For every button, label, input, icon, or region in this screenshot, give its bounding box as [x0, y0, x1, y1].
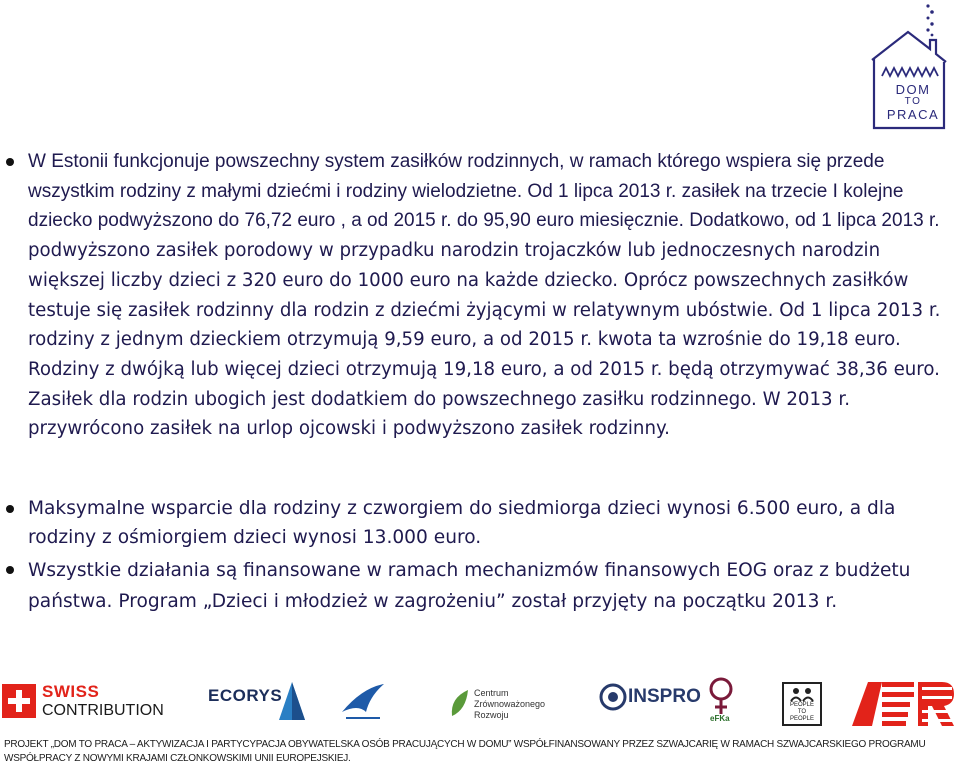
footer-line1: PROJEKT „DOM TO PRACA – AKTYWIZACJA I PARTYCYPACJA OBYWATELSKA OSÓB PRACUJĄCYCH W DOMU” WSPÓŁFINANSOWANY PRZEZ SZWAJCARIĘ W RAMACH SZWAJCARSKIEGO PROGRAMU: [4, 739, 926, 750]
logo-word-dom: DOM: [895, 82, 931, 97]
people-line1: PEOPLE: [789, 702, 814, 708]
bullet-text-part2: podwyższono zasiłek porodowy w przypadku narodzin trojaczków lub jednoczesnych narodzin większej liczby dzieci z 320 euro do 1000 euro na każde dziecko. Oprócz powszechnych zasiłków testuje się zasiłek rodzinny dla rodzin z dziećmi żyjącymi w relatywnym ubóstwie. Od 1 lipca 2013 r. rodziny z jednym dzieckiem otrzymują 9,59 euro, a od 2015 r. kwota ta wzrośnie do 19,18 euro. Rodziny z dwójką lub więcej dzieci otrzymują 19,18 euro, a od 2015 r. będą otrzymywać 38,36 euro. Zasiłek dla rodzin ubogich jest dodatkiem do powszechnego zasiłku rodzinnego. W 2013 r. przywrócono zasiłek na urlop ojcowski i podwyższono zasiłek rodzinny.: [28, 240, 941, 440]
bird-logo-icon: [340, 682, 386, 722]
inspro-circle-icon: [598, 682, 628, 712]
efka-venus-icon: [704, 676, 738, 716]
swiss-text: SWISS: [42, 682, 100, 701]
partner-logos-bar: [0, 672, 959, 734]
bullet-estonia-benefits: [28, 147, 956, 444]
logo-wordmark: [884, 83, 942, 122]
afr-logo-icon: [852, 680, 956, 728]
people-icon: [784, 686, 820, 702]
swiss-flag-icon: [2, 684, 36, 718]
logo-word-to: TO: [904, 96, 922, 108]
centrum-line1: Centrum: [474, 688, 509, 698]
bullet-max-support: [28, 494, 956, 552]
bullet-dot: [6, 566, 14, 574]
logo-word-praca: PRACA: [886, 106, 940, 122]
bullet-dot: [6, 158, 14, 166]
project-footer: [4, 738, 956, 765]
efka-logo-text: eFKa: [710, 714, 730, 723]
bullet-text: Maksymalne wsparcie dla rodziny z czworgiem do siedmiorga dzieci wynosi 6.500 euro, a dla rodziny z ośmiorgiem dzieci wynosi 13.000 euro.: [28, 498, 896, 548]
bullet-text: Wszystkie działania są finansowane w ramach mechanizmów finansowych EOG oraz z budżetu państwa. Program „Dzieci i młodzież w zagrożeniu” został przyjęty na początku 2013 r.: [28, 560, 911, 612]
bullet-text-part1: W Estonii funkcjonuje powszechny system zasiłków rodzinnych, w ramach którego wspiera się przede wszystkim rodziny z małymi dziećmi i rodziny wielodzietne. Od 1 lipca 2013 r. zasiłek na trzecie I kolejne dziecko podwyższono do 76,72 euro , a od 2015 r. do 95,90 euro miesięcznie. Dodatkowo, od 1 lipca 2013 r.: [28, 151, 940, 232]
bullet-dot: [6, 505, 14, 513]
ecorys-logo-text: ECORYS: [208, 686, 283, 705]
people-line3: PEOPLE: [789, 716, 814, 722]
people-to-people-text: [784, 702, 820, 723]
centrum-line2: Zrównoważonego: [474, 699, 546, 709]
swiss-contribution-logo: [0, 672, 170, 732]
bullet-financing: [28, 555, 956, 617]
ecorys-triangle-icon: [279, 682, 305, 724]
people-line2: TO: [797, 709, 807, 715]
inspro-logo-text: INSPRO: [628, 686, 701, 707]
centrum-line3: Rozwoju: [474, 710, 509, 720]
contribution-text: CONTRIBUTION: [42, 702, 164, 719]
footer-line2: WSPÓŁPRACY Z NOWYMI KRAJAMI CZŁONKOWSKIMI UNII EUROPEJSKIEJ.: [4, 752, 351, 764]
centrum-leaf-icon: [448, 688, 470, 718]
